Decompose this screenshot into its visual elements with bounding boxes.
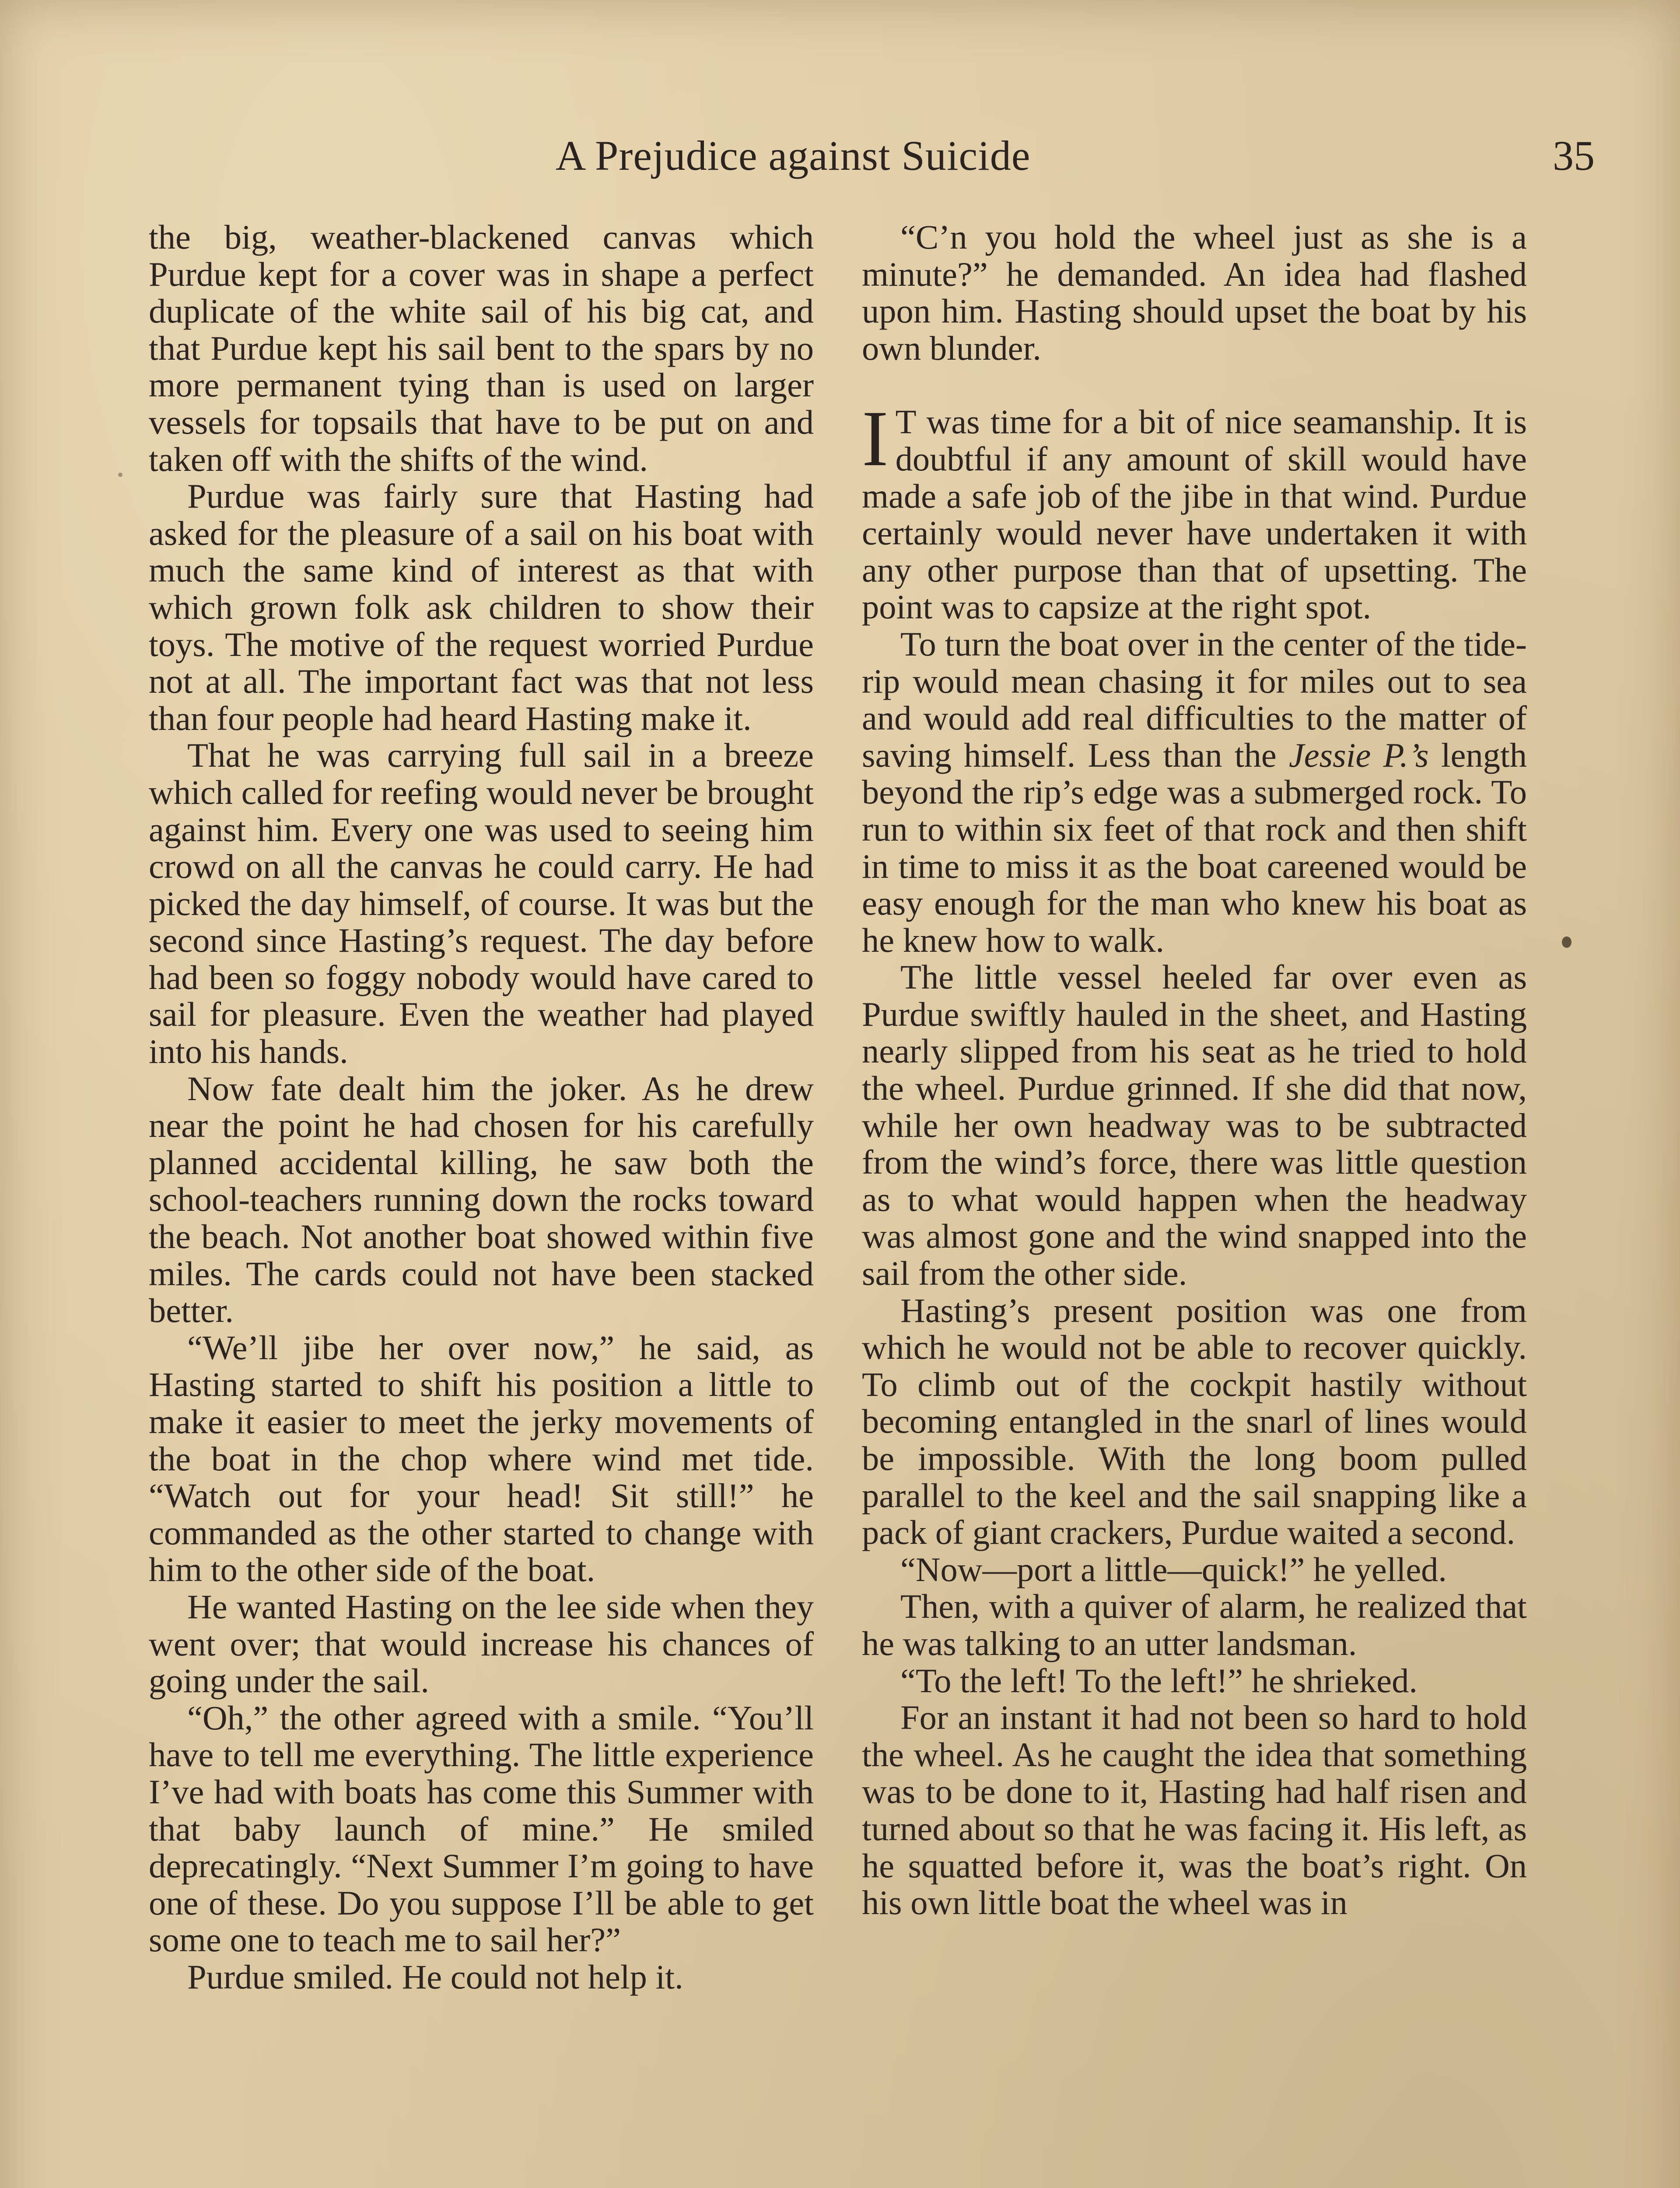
drop-cap: I (862, 395, 889, 483)
paragraph: Now fate dealt him the joker. As he drew near the point he had chosen for his carefully planned accidental killing, he saw both the school-teachers running down the rocks toward the beach. Not another boat showed within five miles. The cards could not have been stacked better. (149, 1069, 814, 1330)
paragraph-text: length beyond the rip’s edge was a submerged rock. To run to within six feet of that rock and then shift in time to miss it as the boat careened would be easy enough for the man who knew his boat as he knew how to walk. (862, 736, 1527, 959)
paragraph: The little vessel heeled far over even as Purdue swiftly hauled in the sheet, and Hasting nearly slipped from his seat as he tried to hold the wheel. Purdue grinned. If she did that now, while her own headway was to be subtracted from the wind’s force, there was little question as to what would happen when the headway was almost gone and the wind snapped into the sail from the other side. (862, 958, 1527, 1293)
ink-speck (1562, 936, 1572, 948)
paragraph: Hasting’s present position was one from which he would not be able to recover quickly. To climb out of the cockpit hastily without becoming entangled in the snarl of lines would be impossible. With the long boom pulled parallel to the keel and the sail snapping like a pack of giant crackers, Purdue waited a second. (862, 1291, 1527, 1552)
paragraph: For an instant it had not been so hard to hold the wheel. As he caught the idea that something was to be done to it, Hasting had half risen and turned about so that he was facing it. His left, as he squatted before it, was the boat’s right. On his own little boat the wheel was in (862, 1698, 1527, 1922)
paragraph: “To the left! To the left!” he shrieked. (900, 1661, 1418, 1700)
paragraph-text: To turn the boat over in the center of the tide-rip would mean chasing it for miles out to sea and would add real difficulties to the matter of saving himself. Less than the (862, 624, 1527, 774)
ink-speck (118, 473, 122, 477)
paragraph: “C’n you hold the wheel just as she is a minute?” he demanded. An idea had flashed upon him. Hasting should upset the boat by his own blunder. (862, 218, 1527, 367)
paragraph: the big, weather-blackened canvas which Purdue kept for a cover was in shape a perfect duplicate of the white sail of his big cat, and that Purdue kept his sail bent to the spars by no more permanent tying than is used on larger vessels for topsails that have to be put on and taken off with the shifts of the wind. (149, 218, 814, 478)
paragraph: That he was carrying full sail in a breeze which called for reefing would never be brought against him. Every one was used to seeing him crowd on all the canvas he could carry. He had picked the day himself, of course. It was but the second since Hasting’s request. The day before had been so foggy nobody would have cared to sail for pleasure. Even the weather had played into his hands. (149, 736, 814, 1071)
section-start-paragraph (862, 395, 1527, 626)
paragraph: Purdue smiled. He could not help it. (187, 1957, 683, 1996)
page-number: 35 (1553, 132, 1595, 179)
left-column (149, 219, 814, 1996)
running-title: A Prejudice against Suicide (556, 132, 1031, 179)
right-column (862, 219, 1527, 1922)
paragraph: “Now—port a little—quick!” he yelled. (900, 1550, 1447, 1588)
paragraph: “We’ll jibe her over now,” he said, as Hasting started to shift his position a little to make it easier to meet the jerky movements of the boat in the chop where wind met tide. “Watch out for your head! Sit still!” he commanded as the other started to change with him to the other side of the boat. (149, 1328, 814, 1589)
paragraph: Purdue was fairly sure that Hasting had asked for the pleasure of a sail on his boat with much the same kind of interest as that with which grown folk ask children to show their toys. The motive of the request worried Purdue not at all. The important fact was that not less than four people had heard Hasting make it. (149, 477, 814, 737)
vessel-name: Jessie P.’s (1288, 736, 1429, 774)
paragraph (862, 626, 1527, 959)
paragraph: “Oh,” the other agreed with a smile. “You’ll have to tell me everything. The little experience I’ve had with boats has come this Summer with that baby launch of mine.” He smiled deprecatingly. “Next Summer I’m going to have one of these. Do you suppose I’ll be able to get some one to teach me to sail her?” (149, 1698, 814, 1959)
paragraph: Then, with a quiver of alarm, he realized that he was talking to an utter landsman. (862, 1587, 1527, 1662)
paragraph: He wanted Hasting on the lee side when they went over; that would increase his chances of going under the sail. (149, 1587, 814, 1700)
paragraph-text: T was time for a bit of nice seamanship. It is doubtful if any amount of skill would have made a safe job of the jibe in that wind. Purdue certainly would never have undertaken it with any other purpose than that of upsetting. The point was to capsize at the right spot. (862, 403, 1527, 626)
